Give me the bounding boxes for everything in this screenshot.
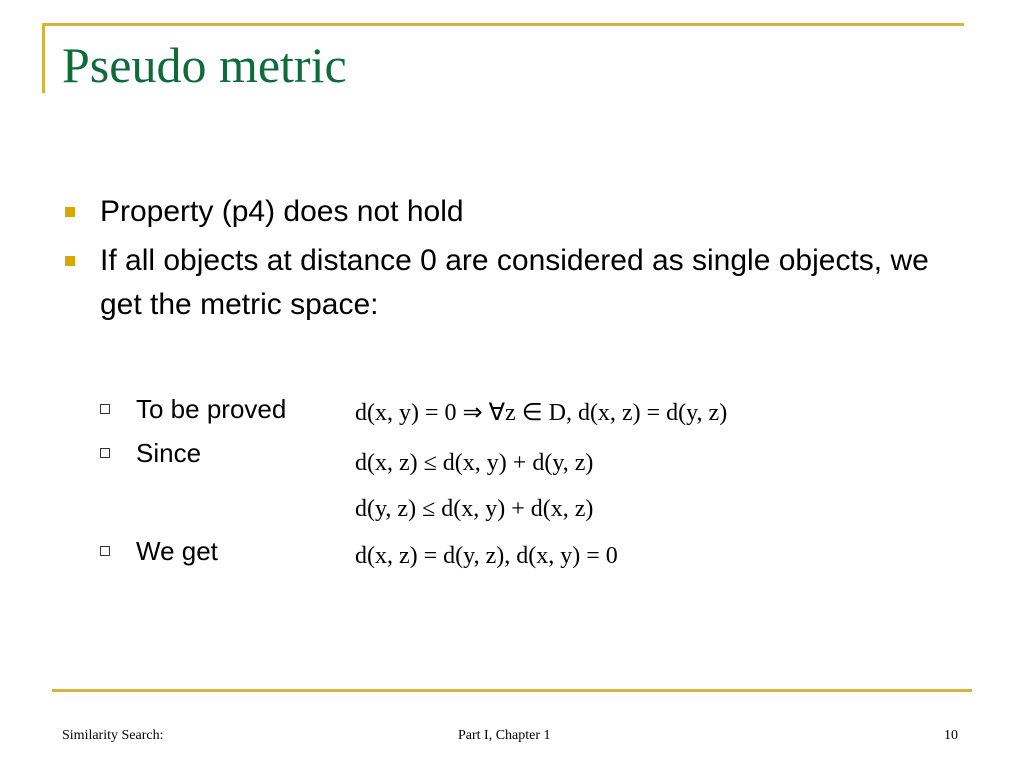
subitem-label: We get	[136, 536, 218, 566]
subitem-since	[100, 440, 201, 466]
square-bullet-icon	[65, 207, 75, 217]
title-accent-bar	[42, 23, 964, 26]
equation-triangle-inequality-1: d(x, z) ≤ d(x, y) + d(y, z)	[355, 450, 594, 476]
footer-left-text: Similarity Search:	[62, 728, 164, 743]
subitem-label: Since	[136, 438, 202, 468]
equation-to-be-proved: d(x, y) = 0 ⇒ ∀z ∈ D, d(x, z) = d(y, z)	[355, 400, 728, 426]
bullet-text: If all objects at distance 0 are considered as single objects, we get the metric space:	[100, 244, 929, 321]
slide-title: Pseudo metric	[62, 37, 347, 93]
subitem-to-be-proved	[100, 396, 286, 422]
checkbox-bullet-icon	[100, 448, 110, 458]
equation-triangle-inequality-2: d(y, z) ≤ d(x, y) + d(x, z)	[355, 496, 594, 522]
subitem-we-get	[100, 538, 218, 564]
bullet-list	[62, 190, 962, 332]
bullet-text: Property (p4) does not hold	[100, 195, 464, 228]
footer-center-text: Part I, Chapter 1	[458, 728, 551, 743]
checkbox-bullet-icon	[100, 404, 110, 414]
bullet-item	[62, 190, 962, 234]
square-bullet-icon	[65, 256, 75, 266]
equation-result: d(x, z) = d(y, z), d(x, y) = 0	[355, 543, 618, 569]
slide-number: 10	[944, 728, 958, 743]
subitem-label: To be proved	[136, 394, 287, 424]
footer-divider	[52, 689, 972, 692]
checkbox-bullet-icon	[100, 546, 110, 556]
title-accent-side-bar	[42, 23, 45, 93]
bullet-item	[62, 239, 962, 327]
